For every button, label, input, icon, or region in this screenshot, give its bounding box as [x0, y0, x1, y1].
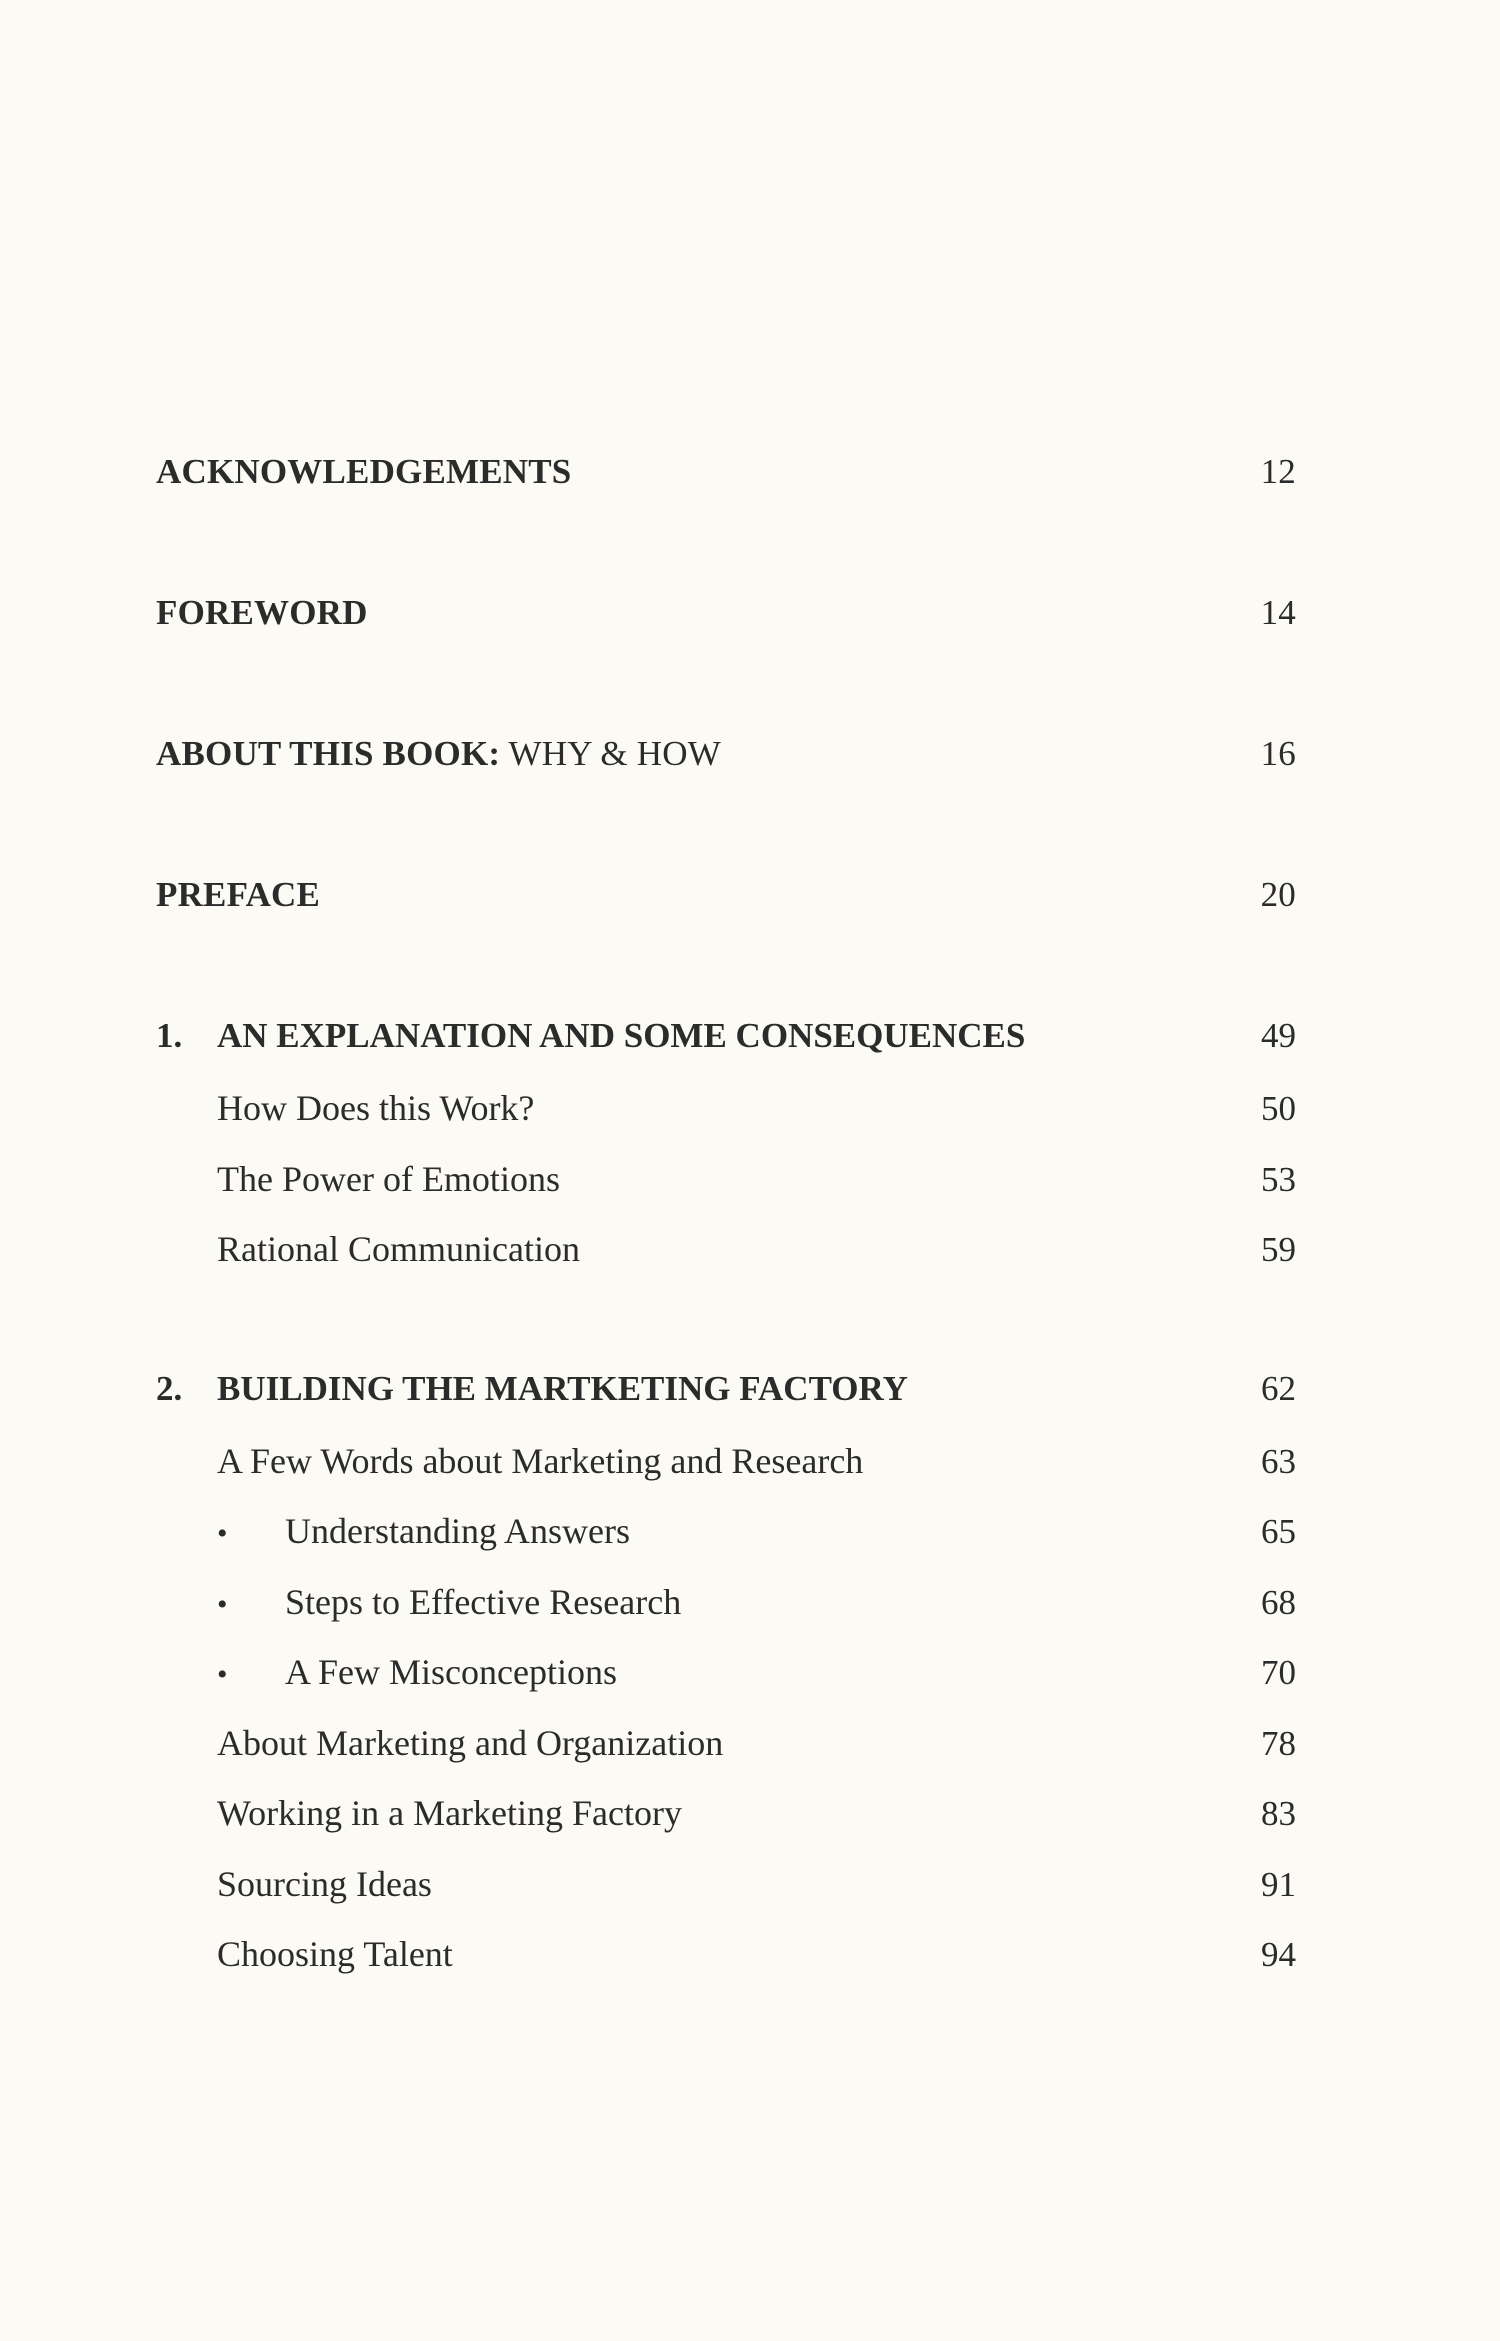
toc-page-number: 59: [1261, 1230, 1296, 1269]
toc-entry-title: ACKNOWLEDGEMENTS: [156, 452, 572, 491]
toc-section[interactable]: [156, 1792, 1296, 1863]
toc-entry-title: PREFACE: [156, 875, 321, 914]
toc-chapter-title: 1. AN EXPLANATION AND SOME CONSEQUENCES: [156, 1016, 1026, 1055]
toc-section[interactable]: [156, 1440, 1296, 1511]
toc-page-number: 20: [1260, 875, 1296, 914]
toc-section-title: The Power of Emotions: [217, 1158, 560, 1199]
toc-page-number: 78: [1261, 1723, 1296, 1763]
toc-page-number: 65: [1261, 1512, 1296, 1551]
toc-subsection[interactable]: [156, 1510, 1296, 1581]
toc-entry-foreword[interactable]: [156, 593, 1296, 734]
toc-subsection-title: • Understanding Answers: [217, 1511, 630, 1551]
toc-page-number: 63: [1261, 1441, 1296, 1481]
toc-page-number: 62: [1261, 1368, 1296, 1408]
chapter-spacer: [156, 1299, 1296, 1369]
chapter-number: 1.: [156, 1016, 183, 1055]
table-of-contents: [156, 452, 1296, 2004]
toc-section-title: Choosing Talent: [217, 1934, 453, 1974]
toc-page-number: 50: [1261, 1089, 1296, 1128]
toc-page-number: 16: [1260, 734, 1296, 773]
bullet-icon: •: [217, 1517, 228, 1550]
toc-page-number: 68: [1261, 1582, 1296, 1622]
toc-section[interactable]: [156, 1933, 1296, 2004]
toc-chapter-2[interactable]: [156, 1369, 1296, 1440]
toc-subsection-title: • A Few Misconceptions: [217, 1652, 617, 1692]
toc-section-title: About Marketing and Organization: [217, 1722, 724, 1763]
toc-entry-title: FOREWORD: [156, 593, 368, 632]
toc-page-number: 70: [1261, 1653, 1296, 1692]
toc-subsection[interactable]: [156, 1581, 1296, 1652]
toc-section-title: How Does this Work?: [217, 1088, 535, 1128]
toc-section[interactable]: [156, 1228, 1296, 1299]
toc-page-number: 94: [1261, 1935, 1296, 1974]
toc-section[interactable]: [156, 1087, 1296, 1158]
bullet-icon: •: [217, 1587, 228, 1621]
toc-subsection[interactable]: [156, 1651, 1296, 1722]
toc-section-title: A Few Words about Marketing and Research: [217, 1440, 864, 1481]
toc-section[interactable]: [156, 1863, 1296, 1934]
toc-page-number: 53: [1261, 1159, 1296, 1199]
toc-chapter-title: 2. BUILDING THE MARTKETING FACTORY: [156, 1368, 908, 1408]
toc-entry-preface[interactable]: [156, 875, 1296, 1016]
toc-entry-about-this-book[interactable]: [156, 734, 1296, 875]
toc-page-number: 91: [1261, 1864, 1296, 1904]
toc-page-number: 49: [1261, 1016, 1296, 1055]
toc-page-number: 83: [1261, 1794, 1296, 1833]
chapter-number: 2.: [156, 1368, 183, 1408]
toc-section[interactable]: [156, 1722, 1296, 1793]
toc-page-number: 12: [1260, 452, 1296, 491]
toc-entry-title: ABOUT THIS BOOK: WHY & HOW: [156, 734, 721, 773]
toc-entry-acknowledgements[interactable]: [156, 452, 1296, 593]
toc-section-title: Working in a Marketing Factory: [217, 1793, 682, 1833]
bullet-icon: •: [217, 1658, 228, 1691]
toc-section-title: Rational Communication: [217, 1229, 580, 1269]
toc-chapter-1[interactable]: [156, 1016, 1296, 1087]
toc-page-number: 14: [1260, 593, 1296, 632]
toc-subsection-title: • Steps to Effective Research: [217, 1581, 682, 1622]
toc-section-title: Sourcing Ideas: [217, 1863, 432, 1904]
toc-section[interactable]: [156, 1158, 1296, 1229]
